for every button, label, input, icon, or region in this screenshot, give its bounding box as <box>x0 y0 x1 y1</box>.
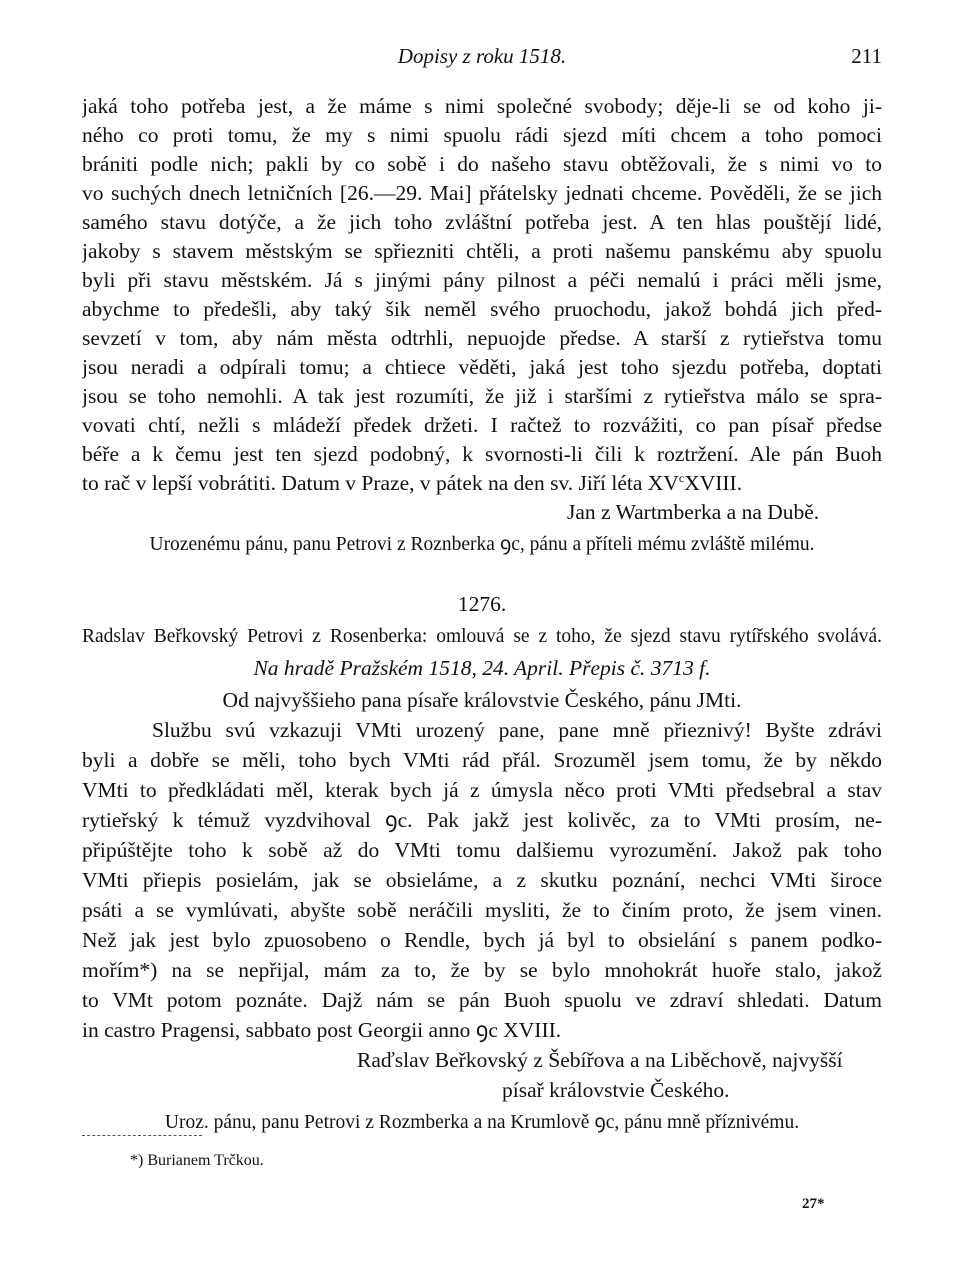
footnote-rule <box>82 1135 202 1136</box>
text-line: Než jak jest bylo zpuosobeno o Rendle, bych já byl to obsielání s panem podko- <box>82 928 882 952</box>
text-line: vo suchých dnech letničních [26.—29. Mai] přátelsky jednati chceme. Pověděli, že se jich <box>82 181 882 205</box>
text-line: in castro Pragensi, sabbato post Georgii anno ꝯc XVIII. <box>82 1018 562 1042</box>
text-line: rytieřský k témuž vyzdvihoval ꝯc. Pak jakž jest kolivěc, za to VMti prosím, ne- <box>82 808 882 832</box>
text-line: připúštějte toho k sobě až do VMti tomu dalšiemu vyrozumění. Jakož pak toho <box>82 838 882 862</box>
regest-summary: Radslav Beřkovský Petrovi z Rosenberka: omlouvá se z toho, že sjezd stavu rytířského svolává. <box>82 626 882 647</box>
text-line: sevzetí v tom, aby nám města odtrhli, nepuojde předse. A starší z rytieřstva tomu <box>82 326 882 350</box>
running-title: Dopisy z roku 1518. <box>397 44 567 68</box>
text-line: jakoby s stavem městským se spřiezniti chtěli, a proti našemu panskému aby spuolu <box>82 239 882 263</box>
signature-1275: Jan z Wartmberka a na Dubě. <box>567 500 820 524</box>
signature-mark: 27* <box>802 1196 825 1212</box>
salutation: Od najvyššieho pana písaře královstvie Českého, pánu JMti. <box>222 688 742 712</box>
text-line: jsou neradi a odpírali tomu; a chtiece věděti, jaká jest toho sjezdu potřeba, doptati <box>82 355 882 379</box>
text-line: jaká toho potřeba jest, a že máme s nimi společné svobody; děje-li se od koho ji- <box>82 94 882 118</box>
text-line: VMti to předkládati měl, kterak bych já z úmysla něco proti VMti předsebral a stav <box>82 778 882 802</box>
text-line: mořím*) na se nepřijal, mám za to, že by se bylo mnohokrát huoře stalo, jakož <box>82 958 882 982</box>
address-1276: Uroz. pánu, panu Petrovi z Rozmberka a na Krumlově ꝯc, pánu mně příznivému. <box>164 1112 800 1133</box>
date-superscript: c <box>678 470 685 485</box>
text-line: brániti podle nich; pakli by co sobě i do našeho stavu obtěžovali, že s nimi vo to <box>82 152 882 176</box>
text-line: ného co proti tomu, že my s nimi spuolu rádi sjezd míti chcem a toho pomoci <box>82 123 882 147</box>
text-line: béře a k čemu jest ten sjezd podobný, k svornosti-li čili k roztržení. Ale pán Buoh <box>82 442 882 466</box>
text-line: Službu svú vzkazuji VMti urozený pane, pane mně přieznivý! Byšte zdrávi <box>152 718 882 742</box>
address-1275: Urozenému pánu, panu Petrovi z Roznberka ꝯc, pánu a příteli mému zvláště milému. <box>149 534 815 555</box>
text-line: abychme to předešli, aby taký šik neměl svého pruochodu, jakož bohdá jich před- <box>82 297 882 321</box>
date-line <box>82 469 882 498</box>
running-head <box>82 44 882 74</box>
footnote: *) Burianem Trčkou. <box>130 1152 264 1169</box>
signature-line-1: Raďslav Beřkovský z Šebířova a na Liběchově, najvyšší <box>357 1048 843 1072</box>
signature-line-2: písař královstvie Českého. <box>502 1078 730 1102</box>
source-note: Na hradě Pražském 1518, 24. April. Přepis č. 3713 f. <box>253 656 711 680</box>
text-line: byli a dobře se měli, toho bych VMti rád přál. Srozuměl jsem tomu, že by někdo <box>82 748 882 772</box>
page-number: 211 <box>851 44 882 68</box>
document-number: 1276. <box>457 592 507 616</box>
text-line: samého stavu dotýče, a že jich toho zvláštní potřeba jest. A ten hlas pouštějí lidé, <box>82 210 882 234</box>
text-line: jsou se toho nemohli. A tak jest rozumíti, že již i staršími z rytieřstva málo se spra- <box>82 384 882 408</box>
text-line: vovati chtí, nežli s mládeží předek držeti. I račtež to rozvážiti, co pan písař předse <box>82 413 882 437</box>
text-line: psáti a se vymlúvati, abyšte sobě neráčili mysliti, že to činím proto, že jsem vinen. <box>82 898 882 922</box>
text-line: byli při stavu městském. Já s jinými pány pilnost a péči nemalú i práci měli jsme, <box>82 268 882 292</box>
date-tail: XVIII. <box>684 471 743 495</box>
date-text: to rač v lepší vobrátiti. Datum v Praze, v pátek na den sv. Jiří léta XV <box>82 471 679 495</box>
text-line: VMti přiepis posielám, jak se obsieláme, a z skutku poznání, nechci VMti široce <box>82 868 882 892</box>
text-line: to VMt potom poznáte. Dajž nám se pán Buoh spuolu ve zdraví shledati. Datum <box>82 988 882 1012</box>
